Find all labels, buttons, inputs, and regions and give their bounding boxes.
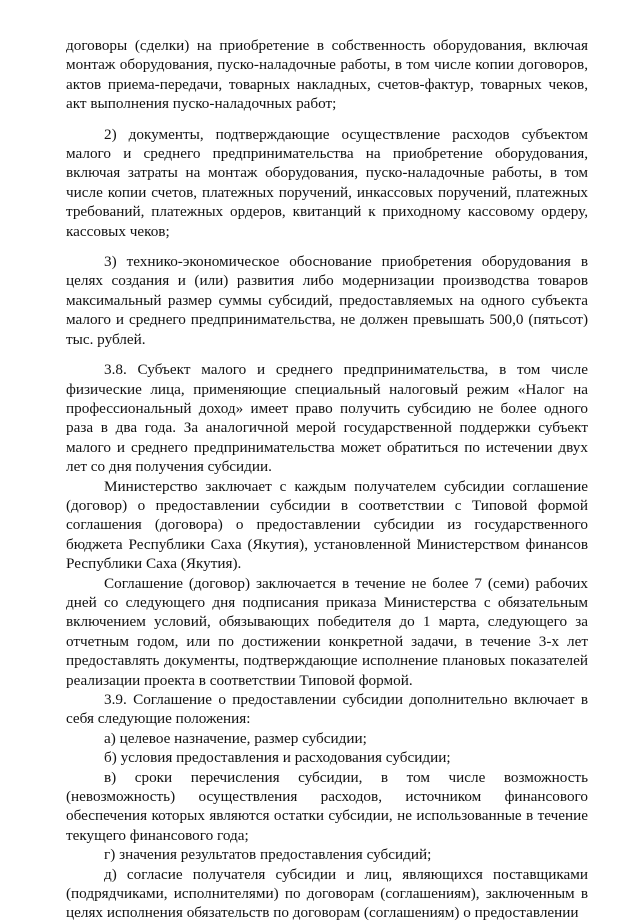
paragraph-agreement-terms: Соглашение (договор) заключается в течение не более 7 (семи) рабочих дней со следующего дня подписания приказа Министерства с обязательным включением условий, обязывающих победителя до 1 марта, следующего за отчетным годом, или по достижении конкретной задачи, в течение 3-х лет предоставлять документы, подтверждающие исполнение плановых показателей реализации проекта в соответствии Типовой формой. <box>66 574 588 689</box>
paragraph-item-3: 3) технико-экономическое обоснование приобретения оборудования в целях создания и (или) развития либо модернизации производства товаров максимальный размер суммы субсидий, предоставляемых на одного субъекта малого и среднего предпринимательства, не должен превышать 500,0 (пятьсот) тыс. рублей. <box>66 253 588 348</box>
list-item-d: д) согласие получателя субсидии и лиц, являющихся поставщиками (подрядчиками, исполнителями) по договорам (соглашениям), заключенным в целях исполнения обязательств по договорам (соглашениям) о предоставлении <box>66 865 588 922</box>
paragraph-continuation: договоры (сделки) на приобретение в собственность оборудования, включая монтаж оборудования, пуско-наладочные работы, в том числе копии договоров, актов приема-передачи, товарных накладных, счетов-фактур, товарных чеков, акт выполнения пуско-наладочных работ; <box>66 37 588 113</box>
list-item-v: в) сроки перечисления субсидии, в том числе возможность (невозможность) осуществления расходов, источником финансового обеспечения которых являются остатки субсидии, не использованные в течение текущего финансового года; <box>66 768 588 844</box>
document-page <box>66 36 588 923</box>
list-item-g: г) значения результатов предоставления субсидий; <box>104 846 432 864</box>
paragraph-3-9: 3.9. Соглашение о предоставлении субсидии дополнительно включает в себя следующие положения: <box>66 691 588 728</box>
paragraph-item-2: 2) документы, подтверждающие осуществление расходов субъектом малого и среднего предпринимательства на приобретение оборудования, включая затраты на монтаж оборудования, пуско-наладочные работы, в том числе копии счетов, платежных поручений, инкассовых поручений, платежных требований, платежных ордеров, квитанций к приходному кассовому ордеру, кассовых чеков; <box>66 125 588 240</box>
paragraph-ministry-agreement: Министерство заключает с каждым получателем субсидии соглашение (договор) о предоставлении субсидии в соответствии с Типовой формой соглашения (договора) о предоставлении субсидии из государственного бюджета Республики Саха (Якутия), установленной Министерством финансов Республики Саха (Якутия). <box>66 477 588 573</box>
list-item-a: а) целевое назначение, размер субсидии; <box>104 729 367 747</box>
list-item-b: б) условия предоставления и расходования субсидии; <box>104 749 451 767</box>
paragraph-3-8: 3.8. Субъект малого и среднего предпринимательства, в том числе физические лица, применяющие специальный налоговый режим «Налог на профессиональный доход» имеет право получить субсидию не более одного раза в два года. За аналогичной мерой государственной поддержки субъект малого и среднего предпринимательства может обратиться по истечении двух лет со дня получения субсидии. <box>66 361 588 476</box>
